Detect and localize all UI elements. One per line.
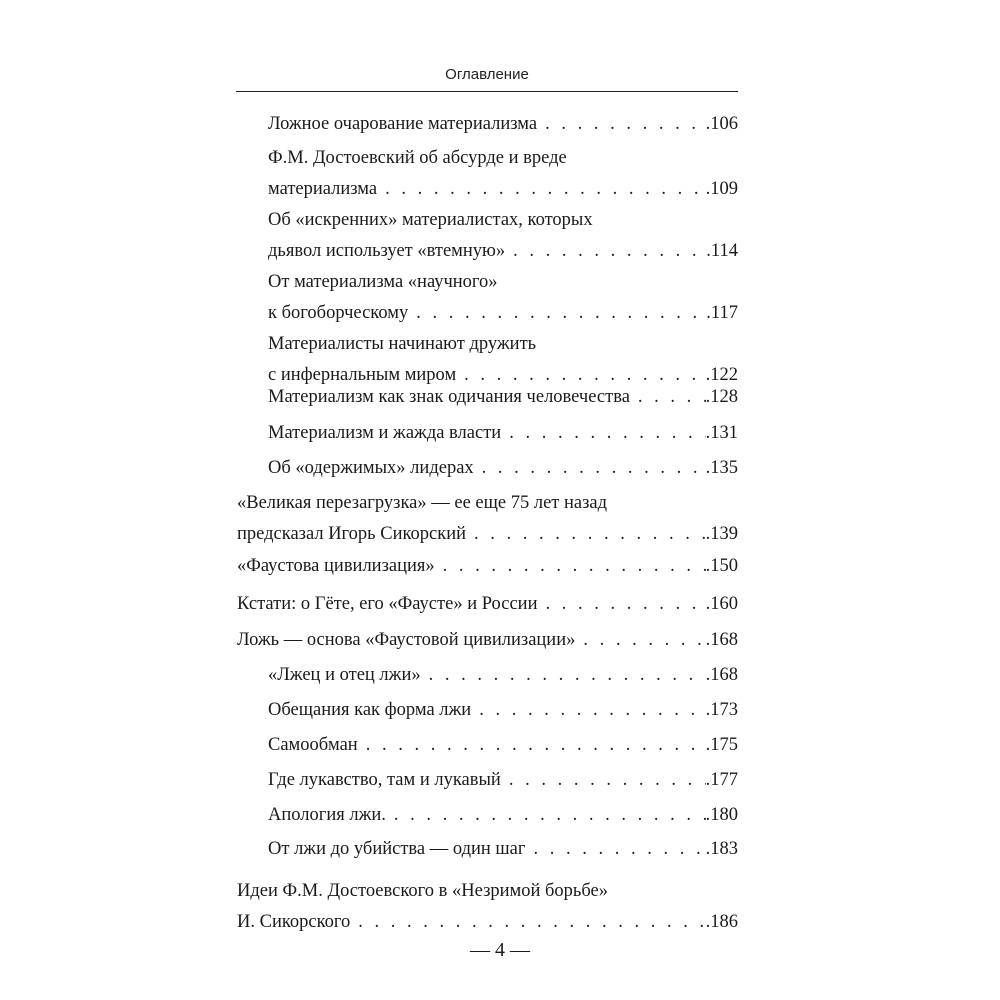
toc-entry-last-line [237, 519, 738, 550]
toc-entry-last-line [237, 551, 738, 582]
toc-page-number: .186 [705, 912, 738, 932]
dot-leader [471, 695, 705, 726]
dot-leader [525, 834, 705, 865]
toc-entry [237, 876, 738, 938]
toc-page-number: .117 [706, 303, 738, 323]
dot-leader [575, 625, 705, 656]
dot-leader [630, 382, 706, 413]
dot-leader [537, 589, 705, 620]
dot-leader [350, 907, 705, 938]
dot-leader [358, 730, 706, 761]
toc-entry-title-line: От лжи до убийства — один шаг [268, 839, 526, 859]
toc-page-number: .150 [705, 556, 738, 576]
toc-page-number: .135 [705, 458, 738, 478]
toc-page-number: .183 [705, 839, 738, 859]
toc-entry-last-line [237, 589, 738, 620]
toc-entry-title-line: «Фаустова цивилизация» [237, 556, 435, 576]
toc-entry [268, 730, 738, 761]
dot-leader [537, 109, 706, 140]
toc-entry-title-line: И. Сикорского [237, 912, 351, 932]
toc-entry-last-line [268, 453, 738, 484]
dot-leader [377, 174, 706, 205]
page-number: — 4 — [470, 939, 530, 961]
toc-entry [268, 834, 738, 865]
toc-entry-title-line: От материализма «научного» [268, 272, 498, 292]
toc-entry-title-line: дьявол использует «втемную» [268, 241, 506, 261]
toc-entry-title-line: с инфернальным миром [268, 365, 457, 385]
toc-entry-title-line: Об «искренних» материалистах, которых [268, 210, 593, 230]
toc-entry-title-line: Где лукавство, там и лукавый [268, 770, 501, 790]
toc-entry-last-line [268, 730, 738, 761]
toc-page-number: .168 [705, 630, 738, 650]
toc-entry-title-line: «Лжец и отец лжи» [268, 665, 421, 685]
toc-entry [268, 453, 738, 484]
toc-page-number: .128 [705, 387, 738, 407]
toc-entry-title-line: Апология лжи. [268, 805, 386, 825]
dot-leader [421, 660, 706, 691]
toc-entry-last-line [268, 695, 738, 726]
toc-entry-title-line: материализма [268, 179, 378, 199]
toc-entry-last-line [268, 765, 738, 796]
toc-entry-last-line [268, 834, 738, 865]
toc-entry-last-line [237, 907, 738, 938]
toc-entry [268, 765, 738, 796]
toc-entry [237, 488, 738, 550]
toc-page-number: .177 [705, 770, 738, 790]
toc-page-number: .180 [705, 805, 738, 825]
toc-page-number: .175 [705, 735, 738, 755]
toc-entry-title-line: Кстати: о Гёте, его «Фаусте» и России [237, 594, 538, 614]
dot-leader [501, 418, 705, 449]
toc-entry-title-line: предсказал Игорь Сикорский [237, 524, 467, 544]
toc-entry-last-line [268, 800, 738, 831]
dot-leader [466, 519, 706, 550]
toc-page-number: .160 [705, 594, 738, 614]
toc-entry-title-line: Ложное очарование материализма [268, 114, 538, 134]
toc-page-number: .131 [705, 423, 738, 443]
toc-entry-title-line: Идеи Ф.М. Достоевского в «Незримой борьбе» [237, 881, 608, 901]
dot-leader [501, 765, 706, 796]
toc-entry [268, 695, 738, 726]
toc-page-number: .168 [705, 665, 738, 685]
toc-entry-last-line [268, 174, 738, 205]
toc-entry-last-line [268, 109, 738, 140]
toc-page-number: .114 [706, 241, 738, 261]
toc-page-number: .173 [705, 700, 738, 720]
toc-entry-last-line [268, 298, 738, 329]
toc-entry [268, 109, 738, 140]
toc-entry [268, 800, 738, 831]
toc-entry-last-line [268, 236, 738, 267]
toc-entry-title-line: «Великая перезагрузка» — ее еще 75 лет назад [237, 493, 608, 513]
toc-entry [237, 551, 738, 582]
toc-entry-title-line: Ф.М. Достоевский об абсурде и вреде [268, 148, 567, 168]
toc-entry [268, 267, 738, 329]
toc-entry [237, 589, 738, 620]
dot-leader [435, 551, 706, 582]
toc-entry-title-line: Самообман [268, 735, 358, 755]
toc-entry [237, 625, 738, 656]
toc-entry [268, 143, 738, 205]
toc-entry-title-line: Обещания как форма лжи [268, 700, 472, 720]
dot-leader [505, 236, 706, 267]
toc-page-number: .139 [705, 524, 738, 544]
dot-leader [474, 453, 706, 484]
toc-entry [268, 205, 738, 267]
toc-entry [268, 382, 738, 413]
dot-leader [386, 800, 706, 831]
toc-entry [268, 660, 738, 691]
toc-page-number: .122 [705, 365, 738, 385]
toc-entry-last-line [237, 625, 738, 656]
toc-page-number: .106 [705, 114, 738, 134]
toc-entry-title-line: Материализм и жажда власти [268, 423, 502, 443]
toc-entry-title-line: Ложь — основа «Фаустовой цивилизации» [237, 630, 576, 650]
running-header: Оглавление [445, 66, 529, 83]
toc-entry-title-line: Об «одержимых» лидерах [268, 458, 474, 478]
toc-entry-title-line: Материалисты начинают дружить [268, 334, 537, 354]
dot-leader [408, 298, 706, 329]
toc-entry [268, 418, 738, 449]
toc-entry-last-line [268, 382, 738, 413]
toc-page-number: .109 [705, 179, 738, 199]
toc-entry-last-line [268, 418, 738, 449]
toc-entry-last-line [268, 660, 738, 691]
toc-entry-title-line: к богоборческому [268, 303, 409, 323]
toc-entry-title-line: Материализм как знак одичания человечества [268, 387, 630, 407]
